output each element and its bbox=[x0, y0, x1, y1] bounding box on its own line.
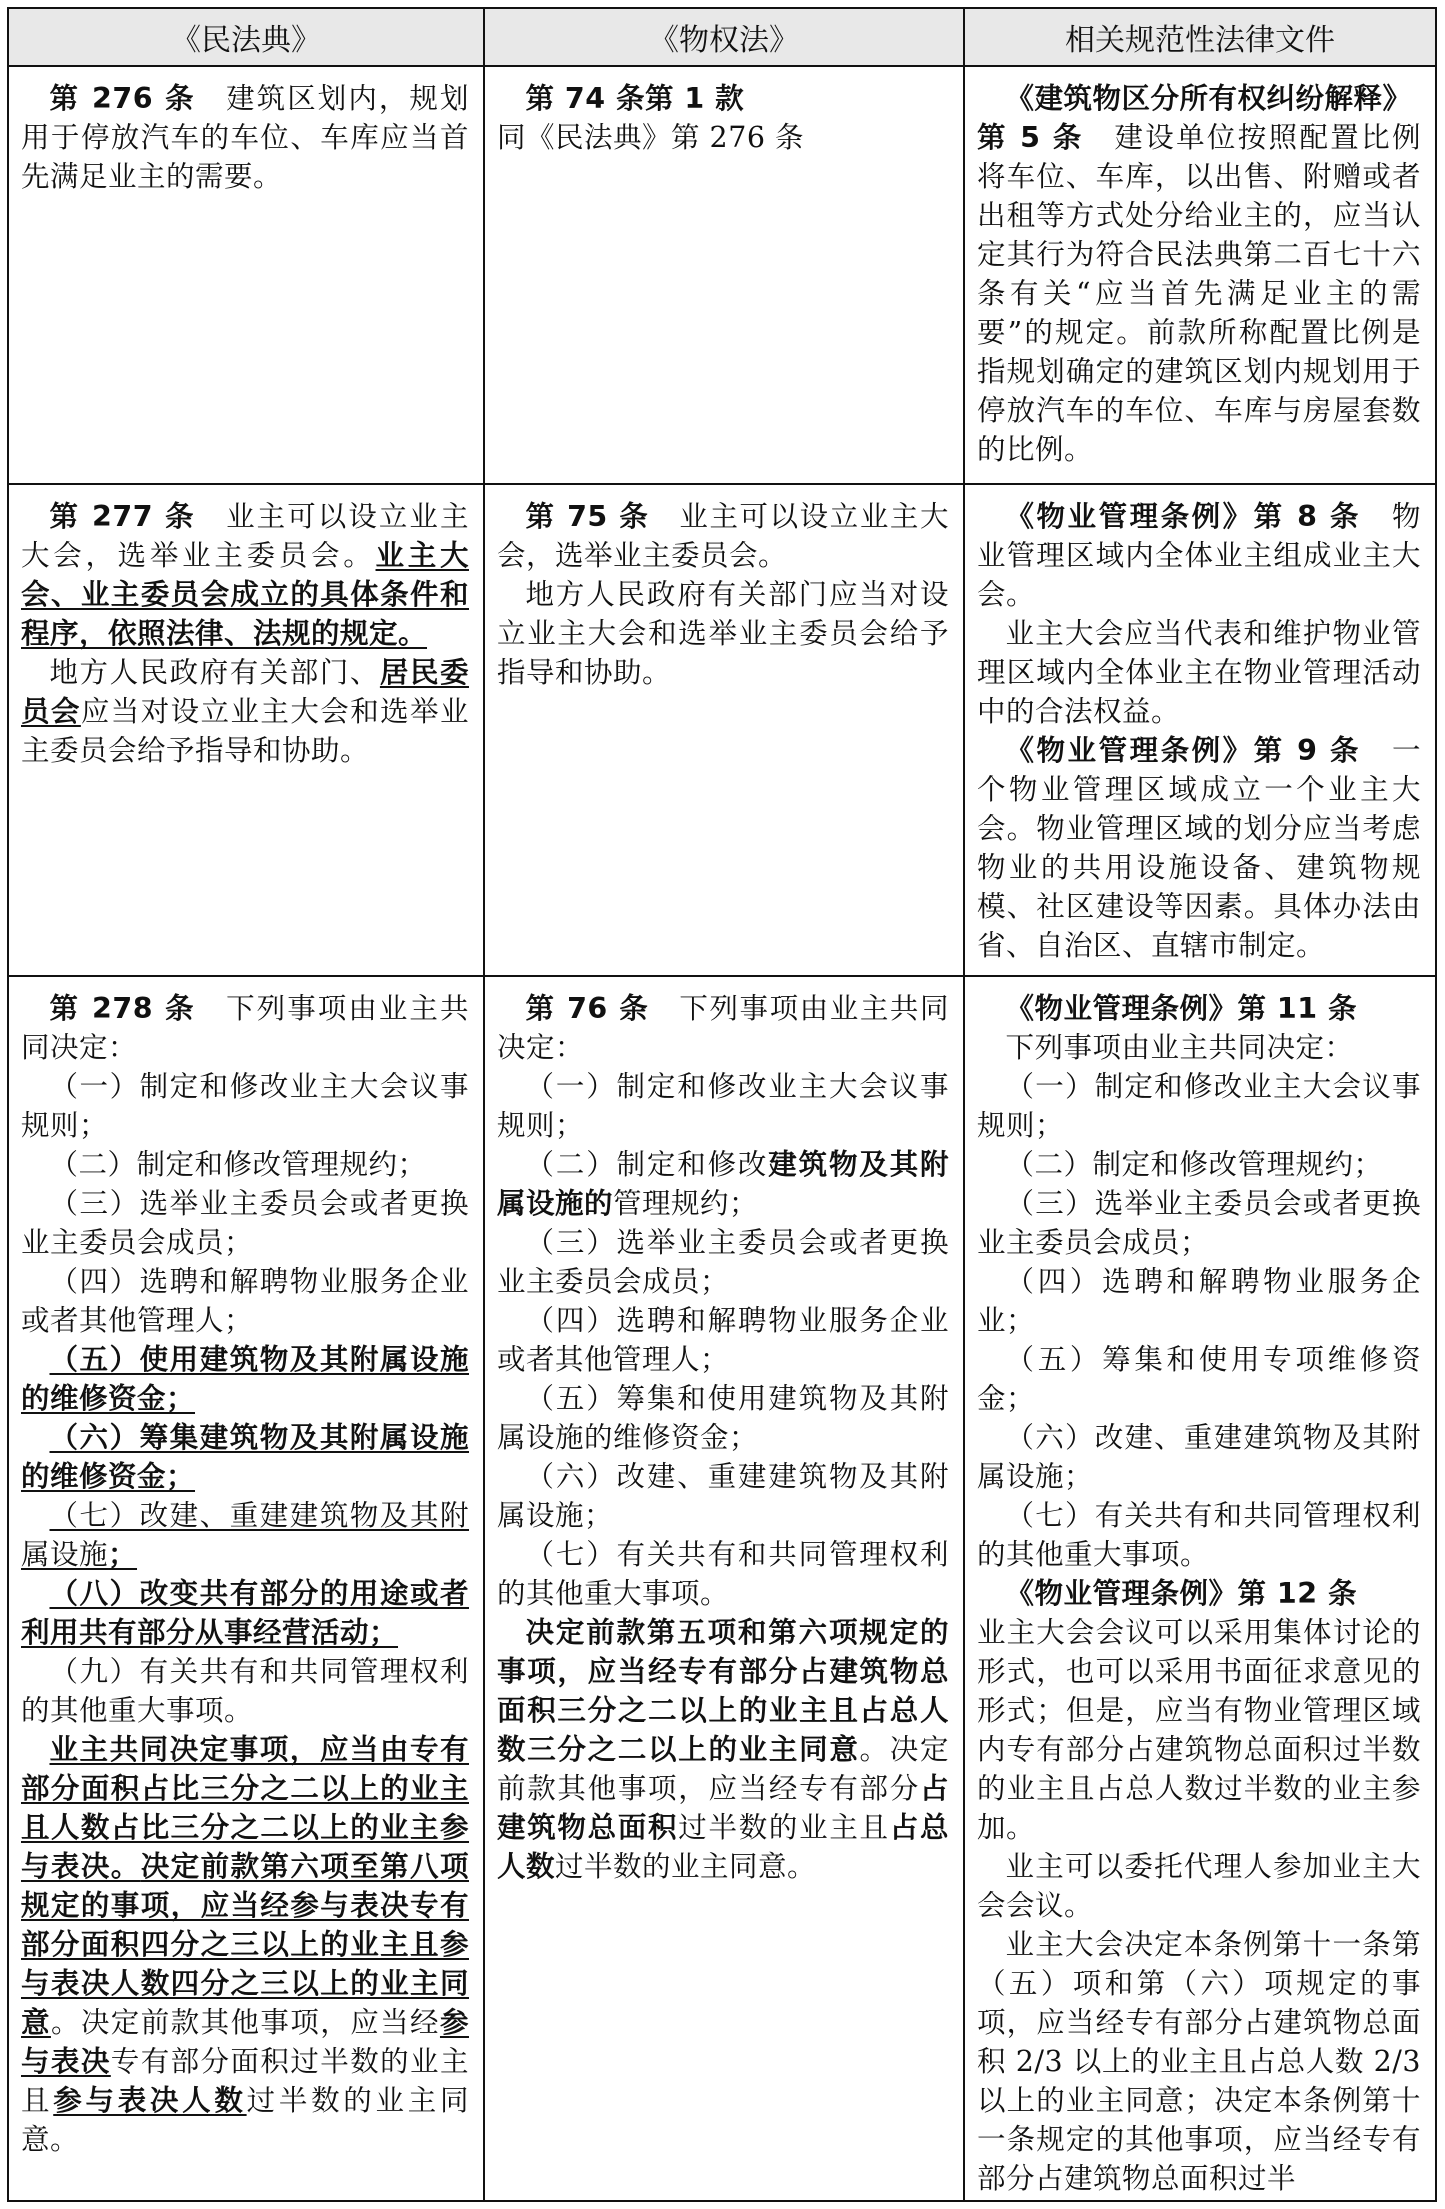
article-number: 第 276 条 bbox=[49, 82, 196, 115]
law-comparison-table bbox=[7, 7, 1437, 2202]
amended-text: 业主大会、业主委员会成立的具体条件和程序，依照法律、法规的规定。 bbox=[21, 539, 469, 650]
amended-text: （六）筹集建筑物及其附属设施的维修资金； bbox=[21, 1421, 469, 1493]
amended-text: 居民委员会 bbox=[21, 656, 469, 728]
cell-civil-278: 第 278 条 下列事项由业主共同决定： （一）制定和修改业主大会议事规则； （二）制定和修改管理规约； （三）选举业主委员会或者更换业主委员会成员； （四）选聘和解聘物业服务企业或者其他管理人； （五）使用建筑物及其附属设施的维修资金； （六）筹集建筑物及其附属设施的维修资金； （七）改建、重建建筑物及其附属设施； （八）改变共有部分的用途或者利用共有部分从事经营活动； （九）有关共有和共同管理权利的其他重大事项。 业主共同决定事项，应当由专有部分面积占比三分之二以上的业主且人数占比三分之二以上的业主参与表决。决定前款第六项至第八项规定的事项，应当经参与表决专有部分面积四分之三以上的业主且参与表决人数四分之三以上的业主同意。决定前款其他事项，应当经参与表决专有部分面积过半数的业主且参与表决人数过半数的业主同意。 bbox=[9, 977, 485, 2200]
removed-text: 决定前款第五项和第六项规定的事项，应当经专有部分占建筑物总面积三分之二以上的业主且占总人数三分之二以上的业主同意 bbox=[497, 1616, 949, 1766]
cell-property-76: 第 76 条 下列事项由业主共同决定： （一）制定和修改业主大会议事规则； （二）制定和修改建筑物及其附属设施的管理规约； （三）选举业主委员会或者更换业主委员会成员； （四）选聘和解聘物业服务企业或者其他管理人； （五）筹集和使用建筑物及其附属设施的维修资金； （六）改建、重建建筑物及其附属设施； （七）有关共有和共同管理权利的其他重大事项。 决定前款第五项和第六项规定的事项，应当经专有部分占建筑物总面积三分之二以上的业主且占总人数三分之二以上的业主同意。决定前款其他事项，应当经专有部分占建筑物总面积过半数的业主且占总人数过半数的业主同意。 bbox=[485, 977, 965, 2200]
article-number: 第 5 条 bbox=[977, 121, 1084, 154]
article-number: 第 278 条 bbox=[49, 992, 196, 1025]
article-number: 第 74 条第 1 款 bbox=[525, 82, 745, 115]
source-title: 《物业管理条例》第 11 条 bbox=[1005, 992, 1358, 1025]
source-title: 《建筑物区分所有权纠纷解释》 bbox=[1005, 82, 1412, 115]
article-number: 第 75 条 bbox=[525, 500, 650, 533]
header-property-law: 《物权法》 bbox=[485, 9, 965, 67]
article-number: 第 277 条 bbox=[49, 500, 196, 533]
cell-related-row2: 《物业管理条例》第 8 条 物业管理区域内全体业主组成业主大会。 业主大会应当代表和维护物业管理区域内全体业主在物业管理活动中的合法权益。 《物业管理条例》第 9 条 一个物业管理区域成立一个业主大会。物业管理区域的划分应当考虑物业的共用设施设备、建筑物规模、社区建设等因素。具体办法由省、自治区、直辖市制定。 bbox=[965, 485, 1435, 977]
article-text: 同《民法典》第 276 条 bbox=[497, 121, 805, 154]
article-number: 第 76 条 bbox=[525, 992, 650, 1025]
header-civil-code: 《民法典》 bbox=[9, 9, 485, 67]
cell-related-row3: 《物业管理条例》第 11 条 下列事项由业主共同决定： （一）制定和修改业主大会议事规则； （二）制定和修改管理规约； （三）选举业主委员会或者更换业主委员会成员； （四）选聘和解聘物业服务企业； （五）筹集和使用专项维修资金； （六）改建、重建建筑物及其附属设施； （七）有关共有和共同管理权利的其他重大事项。 《物业管理条例》第 12 条 业主大会会议可以采用集体讨论的形式，也可以采用书面征求意见的形式；但是，应当有物业管理区域内专有部分占建筑物总面积过半数的业主且占总人数过半数的业主参加。 业主可以委托代理人参加业主大会会议。 业主大会决定本条例第十一条第（五）项和第（六）项规定的事项，应当经专有部分占建筑物总面积 2/3 以上的业主且占总人数 2/3 以上的业主同意；决定本条例第十一条规定的其他事项，应当经专有部分占建筑物总面积过半 bbox=[977, 992, 1421, 2195]
cell-property-74 bbox=[485, 67, 965, 485]
source-title: 《物业管理条例》第 9 条 bbox=[1005, 734, 1361, 767]
source-title: 《物业管理条例》第 8 条 bbox=[1005, 500, 1361, 533]
cell-property-75: 第 75 条 业主可以设立业主大会，选举业主委员会。 地方人民政府有关部门应当对设立业主大会和选举业主委员会给予指导和协助。 bbox=[485, 485, 965, 977]
amended-text: （八）改变共有部分的用途或者利用共有部分从事经营活动； bbox=[21, 1577, 469, 1649]
header-related-docs: 相关规范性法律文件 bbox=[965, 9, 1435, 67]
cell-civil-277: 第 277 条 业主可以设立业主大会，选举业主委员会。业主大会、业主委员会成立的具体条件和程序，依照法律、法规的规定。 地方人民政府有关部门、居民委员会应当对设立业主大会和选举业主委员会给予指导和协助。 bbox=[9, 485, 485, 977]
amended-text: 业主共同决定事项，应当由专有部分面积占比三分之二以上的业主且人数占比三分之二以上的业主参与表决。 bbox=[21, 1733, 469, 1883]
amended-text: （五）使用建筑物及其附属设施的维修资金； bbox=[21, 1343, 469, 1415]
source-title: 《物业管理条例》第 12 条 bbox=[1005, 1577, 1358, 1610]
cell-civil-276: 第 276 条 建筑区划内，规划用于停放汽车的车位、车库应当首先满足业主的需要。 bbox=[9, 67, 485, 485]
cell-related-row1: 《建筑物区分所有权纠纷解释》 第 5 条 建设单位按照配置比例将车位、车库，以出售、附赠或者出租等方式处分给业主的，应当认定其行为符合民法典第二百七十六条有关“应当首先满足业主的需要”的规定。前款所称配置比例是指规划确定的建筑区划内规划用于停放汽车的车位、车库与房屋套数的比例。 bbox=[965, 67, 1435, 485]
removed-text: 建筑物及其附属设施的 bbox=[497, 1148, 949, 1220]
